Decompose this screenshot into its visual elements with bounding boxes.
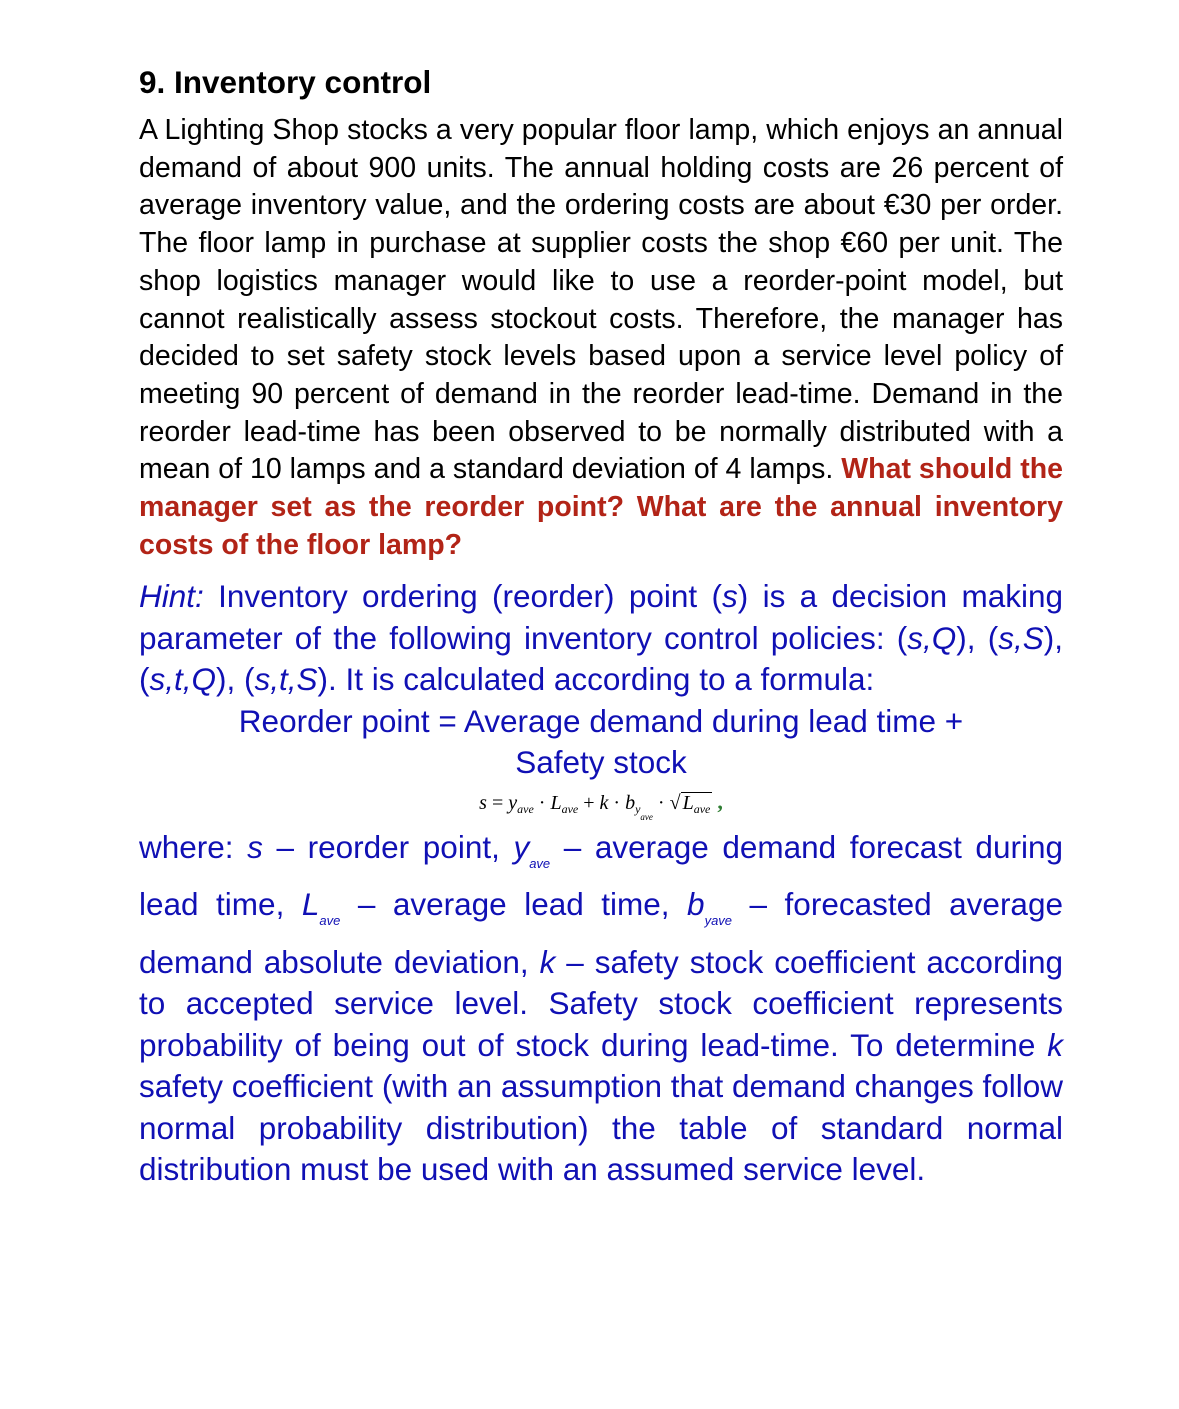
formula-dot-2: · [608, 791, 626, 814]
formula-s: s [479, 791, 487, 814]
problem-statement [139, 112, 1063, 564]
formula-L-sub: ave [561, 801, 579, 816]
where-sub-ave-1: ave [529, 855, 551, 871]
where-paragraph [139, 827, 1063, 1191]
formula-b-sub-ave: ave [640, 811, 653, 822]
where-text-1: where: [139, 828, 248, 865]
formula-L: L [550, 791, 562, 814]
hint-sep-2: ), ( [139, 619, 1063, 698]
formula-text-line-2: Safety stock [515, 743, 687, 780]
section-heading: 9. Inventory control [139, 64, 432, 100]
policy-sQ: s,Q [907, 619, 957, 656]
formula-text-line-1: Reorder point = Average demand during lead time + [238, 702, 964, 739]
where-text-7: safety coefficient (with an assumption that demand changes follow normal probability distribution) the table of standard normal distribution must be used with an assumed service level. [139, 1068, 1063, 1188]
formula-y: y [508, 791, 518, 814]
hint-sep-3: ), ( [216, 661, 255, 698]
sqrt-symbol: √ [669, 791, 681, 814]
where-var-k-2: k [1047, 1026, 1063, 1063]
where-var-y: y [513, 828, 530, 865]
formula-b: b [625, 791, 636, 814]
policy-stQ: s,t,Q [149, 661, 217, 698]
where-text-5: – forecasted average demand absolute deviation, [139, 886, 1063, 980]
hint-sep-1: ), ( [956, 619, 999, 656]
where-sub-yave: yave [704, 913, 733, 929]
hint-var-s: s [721, 578, 738, 615]
policy-sS: s,S [998, 619, 1044, 656]
formula-sqrt-L-sub: ave [693, 801, 711, 816]
where-text-3: – average demand forecast during lead time, [139, 828, 1063, 923]
formula-y-sub: ave [517, 801, 534, 816]
formula-comma: , [717, 788, 723, 814]
where-var-k: k [539, 943, 556, 980]
policy-stS: s,t,S [254, 661, 318, 698]
hint-text-2: ) is a decision making parameter of the following inventory control policies: ( [139, 578, 1063, 656]
reorder-point-formula [139, 783, 1063, 827]
where-sub-ave-2: ave [319, 913, 341, 929]
where-text-2: – reorder point, [262, 828, 514, 865]
hint-text-1: Inventory ordering (reorder) point ( [203, 578, 722, 615]
where-var-b: b [687, 886, 705, 923]
problem-question: What should the manager set as the reorder point? What are the annual inventory costs of the floor lamp? [139, 453, 1063, 561]
document-page [139, 60, 1063, 1191]
formula-plus: + [578, 791, 600, 814]
hint-paragraph [139, 576, 1063, 701]
hint-label: Hint: [139, 578, 204, 615]
formula-b-sub-y: y [635, 801, 641, 816]
formula-dot-1: · [533, 791, 551, 814]
hint-text-3: ). It is calculated according to a formula: [317, 661, 875, 698]
formula-sqrt-L: L [682, 791, 694, 814]
where-text-6: – safety stock coefficient according to accepted service level. Safety stock coefficient represents probability of being out of stock during lead-time. To determine [139, 943, 1063, 1063]
formula-b-sub [635, 801, 653, 822]
formula-dot-3: · [652, 791, 670, 814]
where-var-s: s [247, 828, 263, 865]
formula-sqrt-radicand [681, 792, 713, 819]
where-var-L: L [301, 886, 320, 923]
formula-k: k [599, 791, 609, 814]
where-text-4: – average lead time, [340, 886, 688, 923]
formula-equals: = [486, 791, 509, 814]
problem-text: A Lighting Shop stocks a very popular floor lamp, which enjoys an annual demand of about 900 units. The annual holding costs are 26 percent of average inventory value, and the ordering costs are about €30 per order. The floor lamp in purchase at supplier costs the shop €60 per unit. The shop logistics manager would like to use a reorder-point model, but cannot realistically assess stockout costs. Therefore, the manager has decided to set safety stock levels based upon a service level policy of meeting 90 percent of demand in the reorder lead-time. Demand in the reorder lead-time has been observed to be normally distributed with a mean of 10 lamps and a standard deviation of 4 lamps. [139, 114, 1063, 486]
